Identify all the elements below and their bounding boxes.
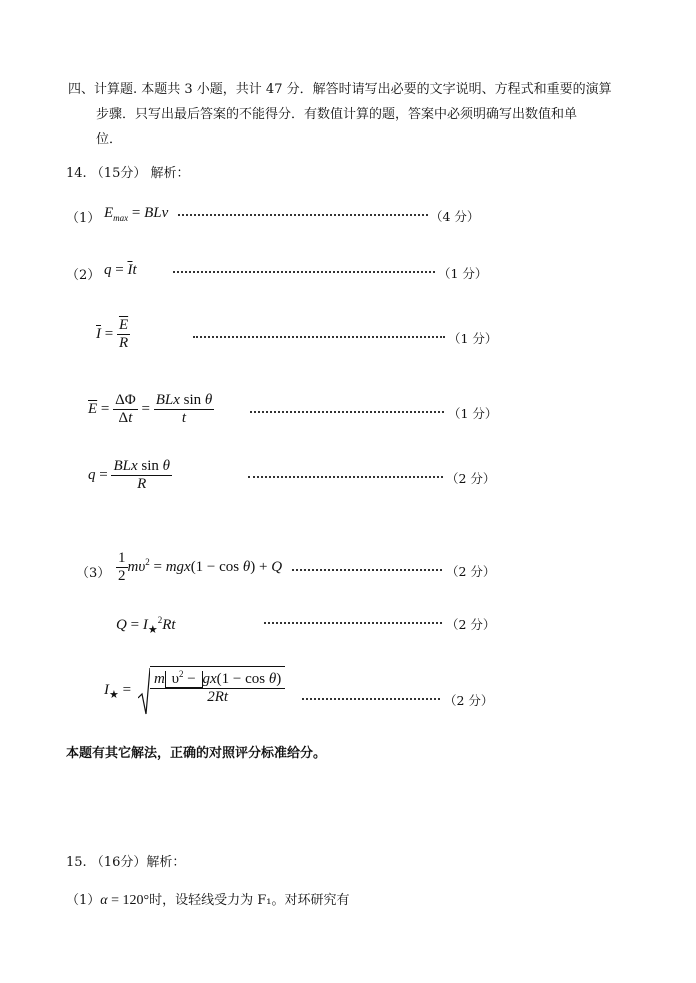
q15-line-1 [66, 889, 350, 909]
score-7: （2 分） [446, 617, 496, 632]
leader-dots [248, 476, 443, 478]
formula-average-emf: $\overline{E}$ = $\frac{\Delta\Phi}{\Delta t}$ = $\frac{\text{BLx sin θ}}{t}$ [88, 392, 213, 426]
section-heading-line3: 位． [96, 132, 123, 147]
score-2: （1 分） [438, 266, 488, 281]
q15-part-1-label: （1） [66, 893, 101, 908]
question-15-header: 15. （16分）解析： [66, 855, 186, 870]
score-5: （2 分） [446, 471, 496, 486]
formula-energy: $\frac{1}{2}$ $m\upsilon^2 = mgx(1 - \cos \theta) + Q$ [118, 550, 283, 584]
score-6: （2 分） [446, 564, 496, 579]
part-3-label: （3） [76, 566, 111, 581]
formula-emax: $E_{max}$ = BLv [104, 205, 169, 223]
formula-charge-result: q = $\frac{\text{BLx sin θ}}{R}$ [88, 458, 171, 492]
leader-dots [193, 336, 445, 338]
score-3: （1 分） [448, 331, 498, 346]
formula-charge: $q = \overline{I}t$ [104, 262, 137, 278]
leader-dots [264, 622, 442, 624]
radical-sign-icon [138, 666, 150, 716]
question-14-header: 14. （15分） 解析： [66, 166, 190, 181]
q15-line-1-text: 时，设轻线受力为 F₁。对环研究有 [149, 893, 350, 908]
part-2-label: （2） [66, 268, 101, 283]
score-1: （4 分） [430, 209, 480, 224]
formula-current: $\overline{I}$ = $\frac{\overline{E}}{R}$ [96, 317, 129, 351]
leader-dots [173, 271, 435, 273]
formula-heat: $Q = I_★^2Rt$ [116, 615, 176, 636]
section-heading-line1: 四、计算题. 本题共 3 小题，共计 47 分．解答时请写出必要的文字说明、方程式和重要的演算 [68, 82, 612, 97]
leader-dots [250, 411, 444, 413]
score-8: （2 分） [444, 693, 494, 708]
part-1-label: （1） [66, 211, 101, 226]
grading-note: 本题有其它解法，正确的对照评分标准给分。 [66, 746, 327, 761]
leader-dots [302, 698, 440, 700]
leader-dots [178, 214, 428, 216]
angle-condition: α = 120° [100, 893, 150, 908]
leader-dots [292, 569, 442, 571]
score-4: （1 分） [448, 406, 498, 421]
section-heading-line2: 步骤．只写出最后答案的不能得分．有数值计算的题，答案中必须明确写出数值和单 [96, 107, 578, 122]
